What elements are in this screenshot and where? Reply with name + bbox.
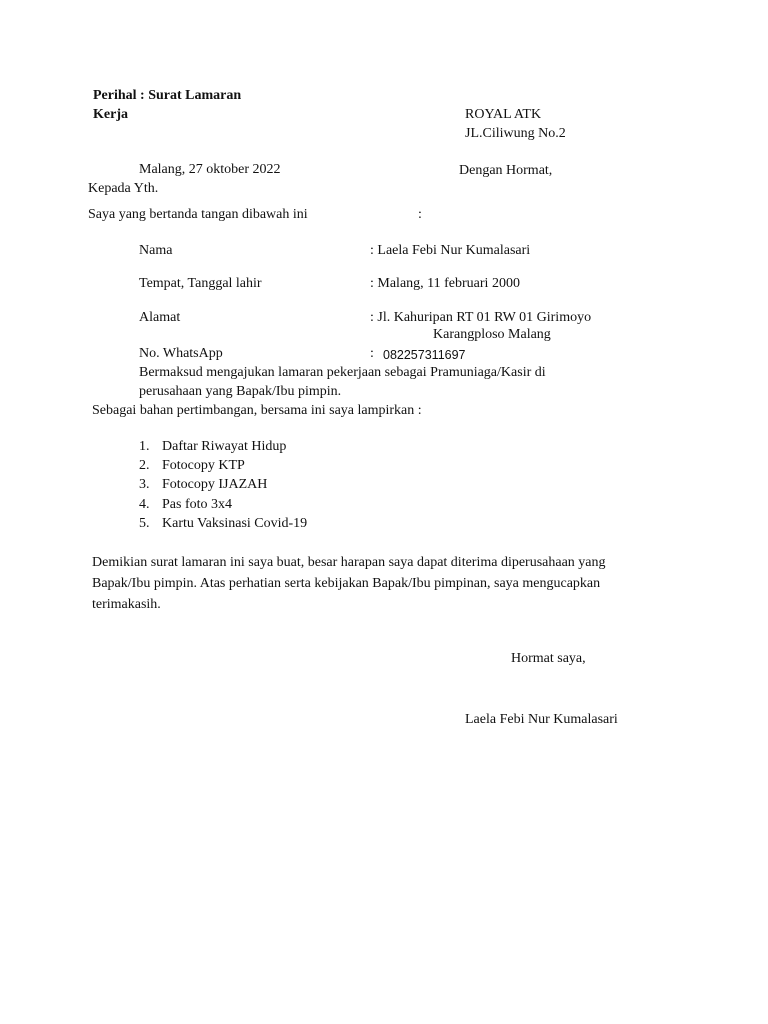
- recipient-company: ROYAL ATK: [465, 107, 542, 122]
- field-label-birth: Tempat, Tanggal lahir: [139, 276, 262, 291]
- field-value-address: : Jl. Kahuripan RT 01 RW 01 Girimoyo: [370, 310, 592, 325]
- signature-name: Laela Febi Nur Kumalasari: [465, 712, 618, 727]
- field-label-whatsapp: No. WhatsApp: [139, 346, 223, 361]
- closing-paragraph: [92, 552, 664, 615]
- field-label-address: Alamat: [139, 310, 181, 325]
- field-value-address-line2: Karangploso Malang: [433, 327, 551, 342]
- field-value-name: : Laela Febi Nur Kumalasari: [370, 243, 531, 258]
- purpose-line-1: Bermaksud mengajukan lamaran pekerjaan sebagai Pramuniaga/Kasir di: [139, 365, 546, 380]
- intro-text: Saya yang bertanda tangan dibawah ini: [88, 207, 308, 222]
- list-item-text: Fotocopy IJAZAH: [162, 477, 268, 493]
- subject-line-2: Kerja: [93, 107, 128, 122]
- closing-line-3: terimakasih.: [92, 597, 161, 612]
- field-value-birth: : Malang, 11 februari 2000: [370, 276, 520, 291]
- closing-line-1: Demikian surat lamaran ini saya buat, besar harapan saya dapat diterima diperusahaan yang: [92, 555, 606, 570]
- field-colon-whatsapp: :: [370, 346, 374, 361]
- signature-salutation: Hormat saya,: [511, 651, 586, 666]
- list-item-number: 4.: [139, 496, 150, 512]
- list-item-number: 3.: [139, 477, 150, 493]
- list-item: [139, 456, 307, 475]
- place-date: Malang, 27 oktober 2022: [139, 162, 281, 177]
- list-item: [139, 475, 307, 494]
- subject-line-1: Perihal : Surat Lamaran: [93, 88, 242, 103]
- list-item: [139, 514, 307, 533]
- attachments-intro: Sebagai bahan pertimbangan, bersama ini saya lampirkan :: [92, 403, 422, 418]
- list-item-number: 5.: [139, 515, 150, 531]
- closing-line-2: Bapak/Ibu pimpin. Atas perhatian serta kebijakan Bapak/Ibu pimpinan, saya mengucapkan: [92, 576, 601, 591]
- list-item-text: Kartu Vaksinasi Covid-19: [162, 515, 308, 531]
- purpose-line-2: perusahaan yang Bapak/Ibu pimpin.: [139, 384, 342, 399]
- greeting: Dengan Hormat,: [459, 163, 553, 178]
- list-item-number: 1.: [139, 439, 150, 454]
- list-item-text: Fotocopy KTP: [162, 458, 245, 474]
- list-item: [139, 495, 307, 514]
- intro-colon: :: [418, 207, 422, 222]
- list-item: [139, 437, 307, 456]
- list-item-text: Pas foto 3x4: [162, 496, 232, 512]
- attachments-list: [139, 437, 307, 533]
- field-label-name: Nama: [139, 243, 173, 258]
- list-item-text: Daftar Riwayat Hidup: [162, 439, 287, 454]
- field-value-whatsapp: 082257311697: [383, 348, 466, 362]
- recipient-address: JL.Ciliwung No.2: [465, 126, 566, 141]
- recipient-to: Kepada Yth.: [88, 181, 159, 196]
- list-item-number: 2.: [139, 458, 150, 474]
